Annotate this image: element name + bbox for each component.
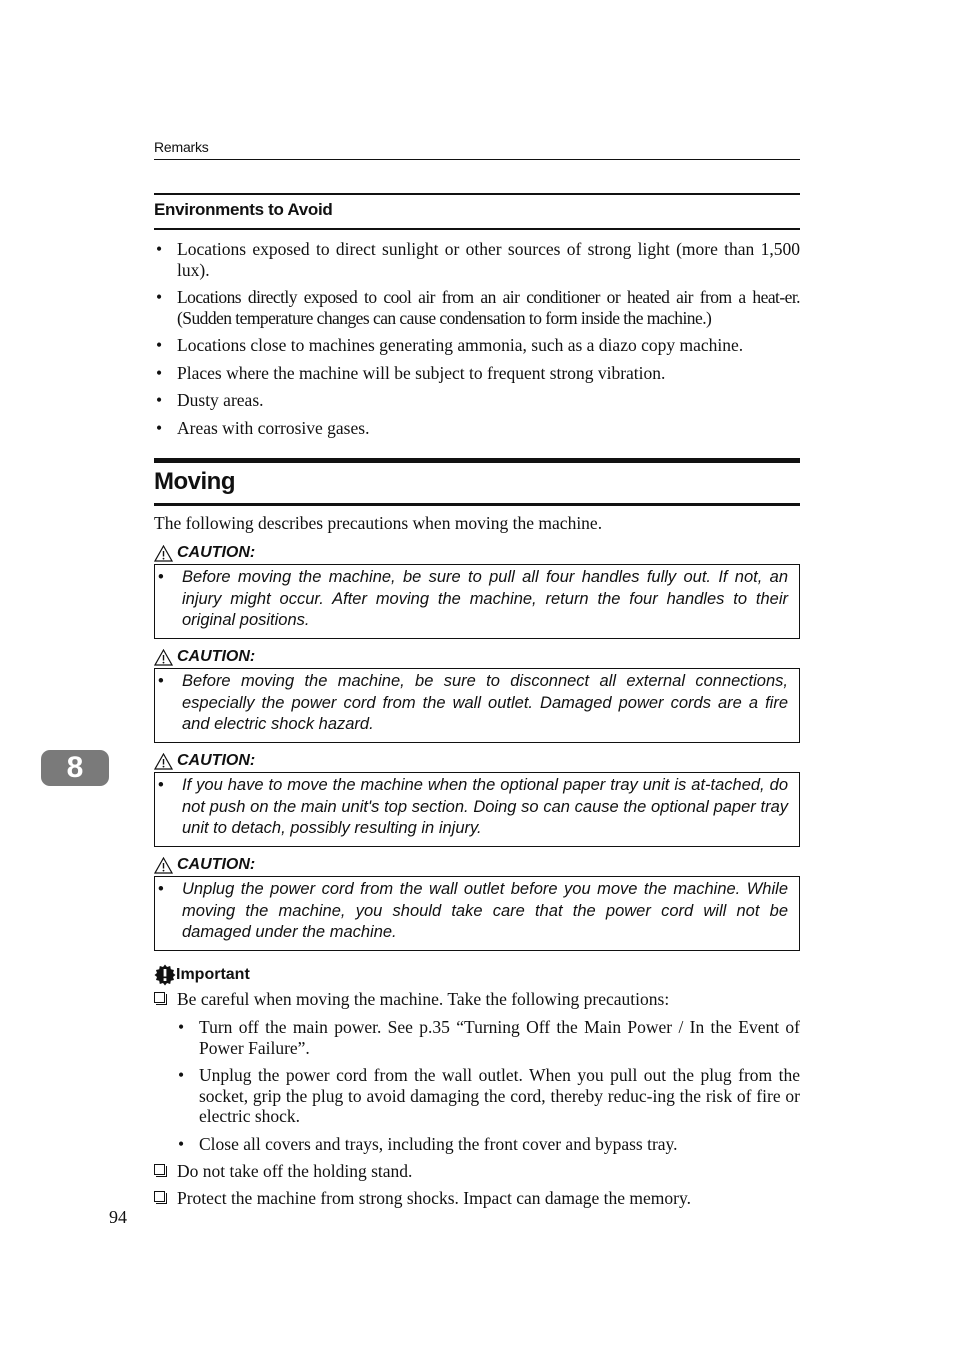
checkbox-bullet-icon [154, 992, 165, 1003]
warning-triangle-icon [154, 649, 173, 666]
important-item-text: Protect the machine from strong shocks. Impact can damage the memory. [177, 1188, 691, 1208]
important-badge-icon [154, 964, 176, 986]
warning-triangle-icon [154, 545, 173, 562]
env-top-rule [154, 193, 800, 195]
bullet-glyph: • [158, 880, 164, 898]
chapter-tab [41, 750, 109, 786]
bullet-glyph: • [158, 672, 164, 690]
important-heading [154, 964, 250, 986]
list-item: • Locations close to machines generating ammonia, such as a diazo copy machine. [154, 335, 800, 356]
caution-box [154, 876, 800, 951]
list-item: • Close all covers and trays, including the front cover and bypass tray. [176, 1134, 800, 1155]
list-item: • Locations exposed to direct sunlight or other sources of strong light (more than 1,500 lux). [154, 239, 800, 280]
running-header: Remarks [154, 139, 209, 155]
caution-text: If you have to move the machine when the optional paper tray unit is at-tached, do not push on the main unit's top section. Doing so can cause the optional paper tray unit to detach, possibly resulting in injury. [182, 776, 788, 838]
list-item: • Places where the machine will be subject to frequent strong vibration. [154, 363, 800, 384]
important-label: Important [176, 966, 250, 983]
list-item: • Turn off the main power. See p.35 “Turning Off the Main Power / In the Event of Power Failure”. [176, 1017, 800, 1058]
chapter-number: 8 [66, 751, 84, 784]
bullet-glyph: • [158, 568, 164, 586]
moving-intro: The following describes precautions when moving the machine. [154, 513, 603, 533]
list-item: • Unplug the power cord from the wall outlet. When you pull out the plug from the socket, grip the plug to avoid damaging the cord, thereby reduc-ing the risk of fire or electric shock. [176, 1065, 800, 1127]
list-item: • Areas with corrosive gases. [154, 418, 800, 439]
caution-text: Before moving the machine, be sure to pull all four handles fully out. If not, an injury might occur. After moving the machine, return the four handles to their original positions. [182, 568, 788, 630]
caution-heading [154, 856, 255, 874]
caution-heading [154, 648, 255, 666]
list-item: • Locations directly exposed to cool air from an air conditioner or heated air from a heat-er. (Sudden temperature changes can cause condensation to form inside the machine.) [154, 287, 800, 328]
moving-bottom-rule [154, 503, 800, 506]
moving-top-rule [154, 458, 800, 463]
bullet-glyph: • [158, 776, 164, 794]
warning-triangle-icon [154, 753, 173, 770]
caution-label: CAUTION: [177, 856, 256, 873]
caution-box [154, 668, 800, 743]
caution-box [154, 772, 800, 847]
environments-title: Environments to Avoid [154, 200, 333, 219]
page-number: 94 [109, 1207, 127, 1227]
environments-list [154, 239, 800, 438]
caution-heading [154, 544, 255, 562]
warning-triangle-icon [154, 857, 173, 874]
caution-label: CAUTION: [177, 752, 256, 769]
caution-heading [154, 752, 255, 770]
precautions-list [176, 1017, 800, 1154]
important-item-text: Be careful when moving the machine. Take the following precautions: [177, 989, 670, 1009]
list-item: • Dusty areas. [154, 390, 800, 411]
checkbox-bullet-icon [154, 1164, 165, 1175]
caution-box [154, 564, 800, 639]
important-item-text: Do not take off the holding stand. [177, 1161, 413, 1181]
header-rule [154, 159, 800, 160]
caution-text: Unplug the power cord from the wall outlet before you move the machine. While moving the machine, you should take care that the power cord will not be damaged under the machine. [182, 880, 788, 942]
moving-title: Moving [154, 468, 235, 495]
env-bottom-rule [154, 228, 800, 230]
checkbox-bullet-icon [154, 1191, 165, 1202]
caution-label: CAUTION: [177, 544, 256, 561]
caution-label: CAUTION: [177, 648, 256, 665]
caution-text: Before moving the machine, be sure to disconnect all external connections, especially the power cord from the wall outlet. Damaged power cords are a fire and electric shock hazard. [182, 672, 788, 734]
